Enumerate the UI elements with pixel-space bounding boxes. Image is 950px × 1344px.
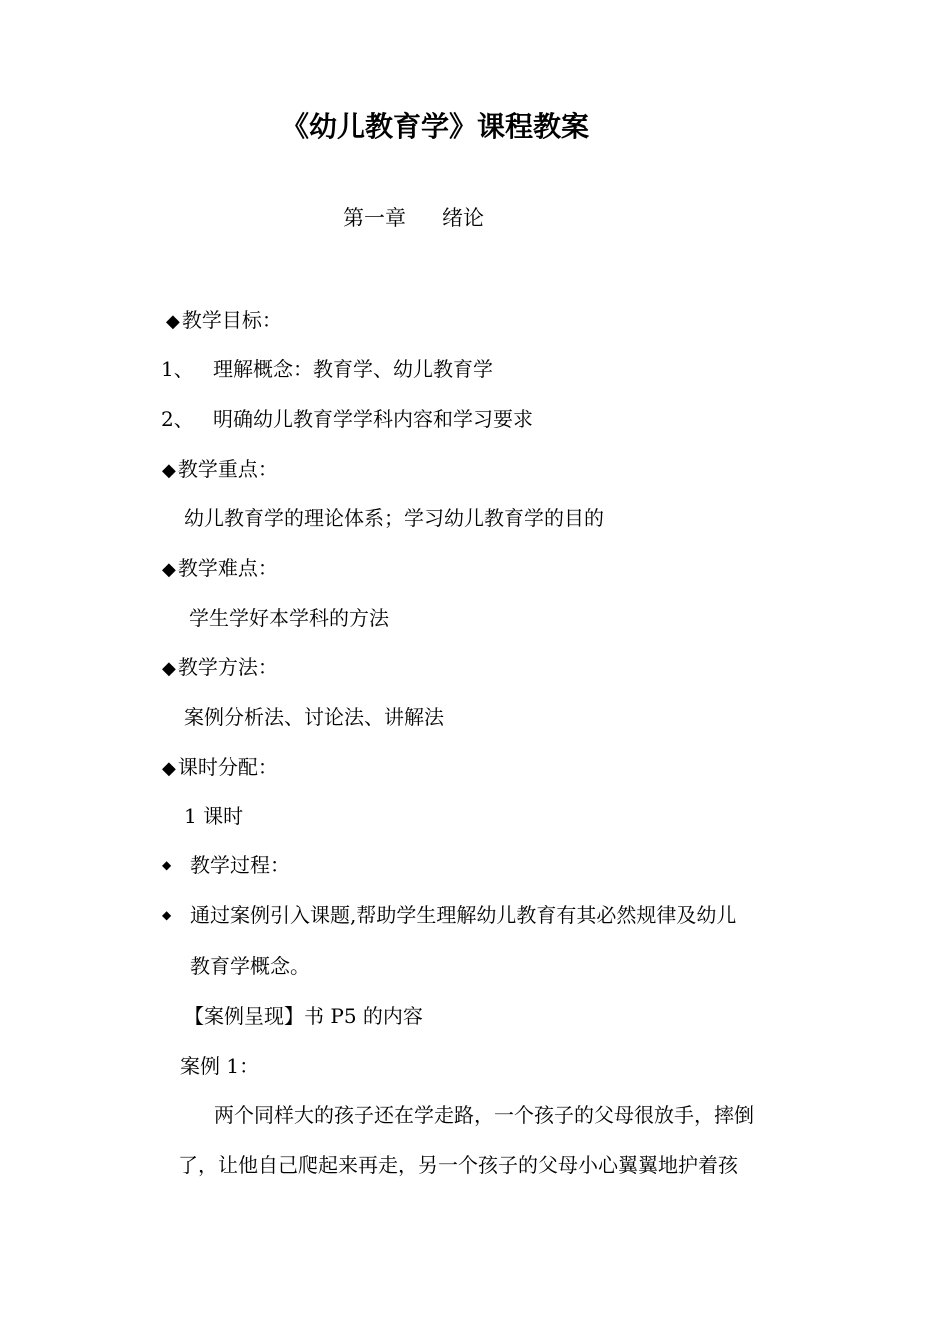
- process-heading: ◆ 教学过程：: [162, 849, 290, 881]
- diamond-bullet-icon: ◆: [162, 908, 172, 922]
- methods-text: 案例分析法、讨论法、讲解法: [184, 705, 444, 729]
- goal-item-number: 1、: [161, 357, 194, 381]
- chapter-number: 第一章: [343, 206, 406, 230]
- diamond-bullet-icon: ◆: [162, 460, 176, 481]
- diamond-bullet-icon: ◆: [162, 858, 172, 872]
- diamond-bullet-icon: ◆: [166, 311, 180, 332]
- goal-item-text: 理解概念：教育学、幼儿教育学: [213, 357, 493, 381]
- case-text-line-2: 了，让他自己爬起来再走，另一个孩子的父母小心翼翼地护着孩: [178, 1153, 738, 1177]
- case-label: 案例 1：: [180, 1054, 260, 1078]
- key-points-heading: ◆ 教学重点：: [162, 457, 278, 481]
- chapter-heading: [343, 202, 484, 234]
- hours-heading: ◆ 课时分配：: [162, 755, 278, 779]
- process-intro: ◆ 通过案例引入课题,帮助学生理解幼儿教育有其必然规律及幼儿: [162, 899, 736, 931]
- diamond-bullet-icon: ◆: [162, 758, 176, 779]
- methods-heading: ◆ 教学方法：: [162, 655, 278, 679]
- goal-item-text: 明确幼儿教育学学科内容和学习要求: [213, 407, 533, 431]
- difficulties-heading: ◆ 教学难点：: [162, 556, 278, 580]
- diamond-bullet-icon: ◆: [162, 658, 176, 679]
- goals-heading: ◆ 教学目标：: [166, 308, 282, 332]
- goal-item-1: [161, 353, 493, 385]
- diamond-bullet-icon: ◆: [162, 559, 176, 580]
- case-text-line-1: 两个同样大的孩子还在学走路，一个孩子的父母很放手，摔倒: [214, 1103, 754, 1127]
- goal-item-2: [161, 403, 533, 435]
- hours-text: 1 课时: [184, 804, 244, 828]
- difficulties-text: 学生学好本学科的方法: [189, 606, 389, 630]
- chapter-name: 绪论: [442, 206, 484, 230]
- case-present-heading: 【案例呈现】书 P5 的内容: [184, 1004, 423, 1028]
- key-points-text: 幼儿教育学的理论体系；学习幼儿教育学的目的: [184, 506, 604, 530]
- process-intro-continued: 教育学概念。: [190, 954, 310, 978]
- goal-item-number: 2、: [161, 407, 194, 431]
- document-title: 《幼儿教育学》课程教案: [281, 110, 590, 143]
